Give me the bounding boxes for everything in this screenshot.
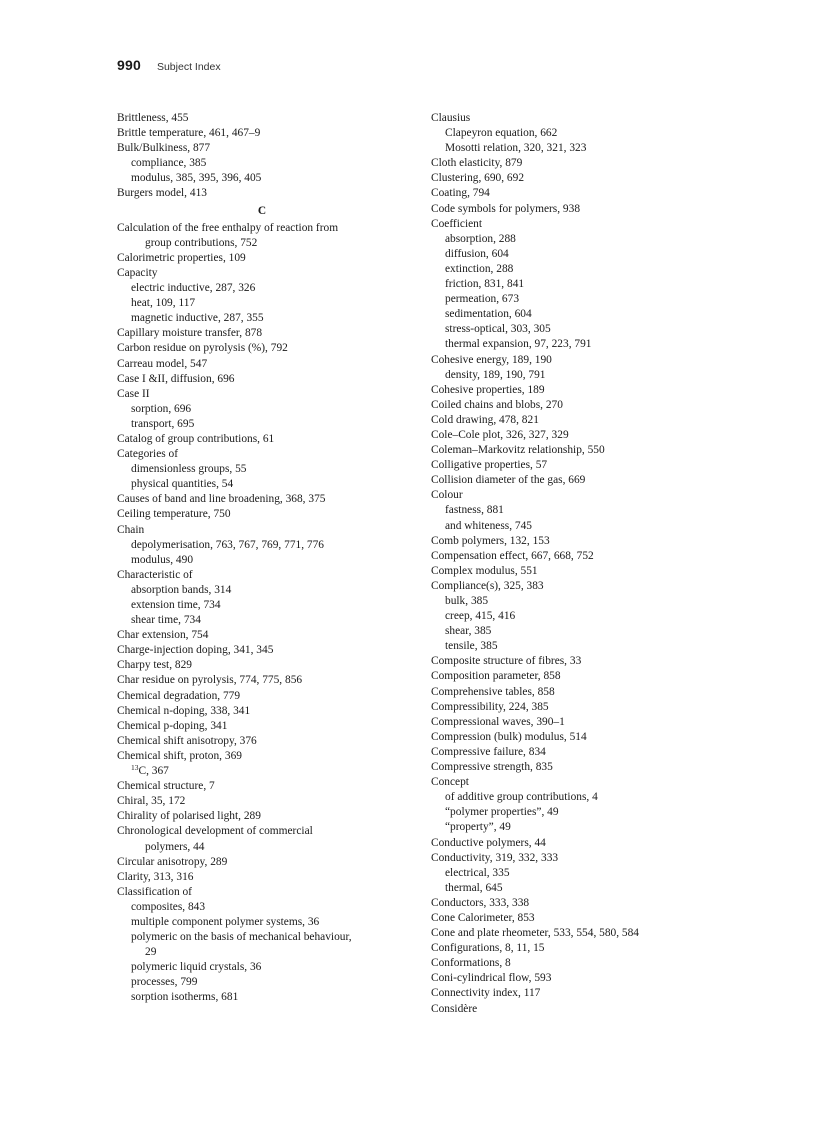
index-entry: Collision diameter of the gas, 669	[431, 474, 586, 487]
index-entry: Coni-cylindrical flow, 593	[431, 972, 552, 985]
index-entry: Burgers model, 413	[117, 187, 207, 200]
index-entry: Considère	[431, 1002, 478, 1015]
index-subentry: shear, 385	[445, 625, 492, 638]
index-subentry: compliance, 385	[131, 157, 207, 170]
index-entry: Colligative properties, 57	[431, 459, 548, 472]
index-entry: Coefficient	[431, 217, 483, 230]
index-entry: Compressive strength, 835	[431, 761, 553, 774]
index-entry: Chirality of polarised light, 289	[117, 810, 261, 823]
index-entry: Categories of	[117, 448, 179, 461]
index-subentry: stress-optical, 303, 305	[445, 323, 551, 336]
index-subentry: multiple component polymer systems, 36	[131, 915, 320, 928]
index-subentry: thermal, 645	[445, 881, 503, 894]
index-entry: Coleman–Markovitz relationship, 550	[431, 444, 605, 457]
index-subentry: absorption bands, 314	[131, 583, 232, 596]
index-entry: Compression (bulk) modulus, 514	[431, 730, 587, 743]
index-entry: Chronological development of commercial	[117, 825, 313, 838]
index-entry: Chemical degradation, 779	[117, 689, 241, 702]
index-subentry: magnetic inductive, 287, 355	[131, 312, 264, 325]
index-subentry: electrical, 335	[445, 866, 510, 879]
running-head	[117, 57, 221, 73]
index-subentry: absorption, 288	[445, 232, 516, 245]
index-entry: Configurations, 8, 11, 15	[431, 942, 545, 955]
index-subentry: creep, 415, 416	[445, 610, 516, 623]
index-entry: Compliance(s), 325, 383	[431, 579, 544, 592]
superscript: 13	[131, 763, 139, 773]
index-entry: Chemical shift, proton, 369	[117, 749, 242, 762]
index-entry: Conductivity, 319, 332, 333	[431, 851, 559, 864]
index-entry: Compressive failure, 834	[431, 745, 546, 758]
index-entry: Compensation effect, 667, 668, 752	[431, 549, 594, 562]
index-entry: Case I &II, diffusion, 696	[117, 372, 235, 385]
index-subentry: Mosotti relation, 320, 321, 323	[445, 142, 587, 155]
index-entry: Brittle temperature, 461, 467–9	[117, 127, 261, 140]
index-entry: Clarity, 313, 316	[117, 870, 194, 883]
index-entry: Carreau model, 547	[117, 357, 208, 370]
index-entry: Chiral, 35, 172	[117, 795, 186, 808]
index-subentry: polymeric on the basis of mechanical behaviour,	[131, 931, 352, 944]
index-subentry: friction, 831, 841	[445, 278, 525, 291]
index-entry: Colour	[431, 489, 463, 502]
index-subentry: heat, 109, 117	[131, 297, 196, 310]
index-entry-continuation: group contributions, 752	[145, 236, 258, 249]
index-subentry: composites, 843	[131, 900, 206, 913]
index-entry: Conformations, 8	[431, 957, 511, 970]
index-entry: Charge-injection doping, 341, 345	[117, 644, 274, 657]
index-subentry: depolymerisation, 763, 767, 769, 771, 776	[131, 538, 324, 551]
index-entry: Chemical p-doping, 341	[117, 719, 228, 732]
index-entry: Coating, 794	[431, 187, 490, 200]
index-subentry: thermal expansion, 97, 223, 791	[445, 338, 592, 351]
index-subentry	[117, 764, 407, 779]
section-title: Subject Index	[156, 61, 221, 73]
index-subentry: diffusion, 604	[445, 247, 509, 260]
index-entry: Cole–Cole plot, 326, 327, 329	[431, 428, 569, 441]
index-subentry: shear time, 734	[131, 614, 201, 627]
index-subentry: electric inductive, 287, 326	[131, 282, 256, 295]
index-subentry: extinction, 288	[445, 262, 514, 275]
index-entry: Calculation of the free enthalpy of reaction from	[117, 221, 339, 234]
index-subentry: transport, 695	[131, 417, 195, 430]
index-subentry: “property”, 49	[445, 821, 511, 834]
index-entry: Clausius	[431, 112, 471, 124]
index-entry: Capillary moisture transfer, 878	[117, 327, 263, 340]
index-entry: Cloth elasticity, 879	[431, 157, 523, 170]
index-subentry: modulus, 490	[131, 553, 194, 566]
index-subentry: “polymer properties”, 49	[445, 806, 559, 819]
index-entry: Calorimetric properties, 109	[117, 251, 246, 264]
index-subentry: sedimentation, 604	[445, 308, 532, 321]
index-entry: Characteristic of	[117, 568, 193, 581]
index-column-right	[431, 111, 721, 1017]
index-entry: Brittleness, 455	[117, 112, 189, 124]
index-entry: Carbon residue on pyrolysis (%), 792	[117, 342, 288, 355]
index-entry: Connectivity index, 117	[431, 987, 541, 1000]
index-subentry: density, 189, 190, 791	[445, 368, 546, 381]
index-entry: Concept	[431, 776, 469, 789]
index-subentry: modulus, 385, 395, 396, 405	[131, 172, 262, 185]
index-entry: Compressional waves, 390–1	[431, 715, 565, 728]
index-entry: Capacity	[117, 266, 158, 279]
index-entry: Comb polymers, 132, 153	[431, 534, 550, 547]
index-entry: Catalog of group contributions, 61	[117, 432, 275, 445]
index-entry: Clustering, 690, 692	[431, 172, 525, 185]
index-entry: Code symbols for polymers, 938	[431, 202, 581, 215]
index-entry: Classification of	[117, 885, 192, 898]
index-subentry: sorption, 696	[131, 402, 192, 415]
index-subentry: dimensionless groups, 55	[131, 463, 247, 476]
index-entry: Comprehensive tables, 858	[431, 685, 555, 698]
index-entry-continuation: 29	[145, 946, 157, 959]
index-subentry: of additive group contributions, 4	[445, 791, 598, 804]
index-entry: Complex modulus, 551	[431, 564, 538, 577]
index-entry-continuation: polymers, 44	[145, 840, 205, 853]
index-column-left	[117, 111, 407, 1006]
index-subentry: polymeric liquid crystals, 36	[131, 961, 262, 974]
index-entry: Case II	[117, 387, 150, 400]
index-entry: Compressibility, 224, 385	[431, 700, 549, 713]
index-subentry: fastness, 881	[445, 504, 504, 517]
index-entry: Cone Calorimeter, 853	[431, 911, 535, 924]
index-subentry: physical quantities, 54	[131, 478, 234, 491]
index-entry: Chemical n-doping, 338, 341	[117, 704, 251, 717]
index-subentry: bulk, 385	[445, 595, 489, 607]
index-entry: Char residue on pyrolysis, 774, 775, 856	[117, 674, 303, 687]
index-entry: Chemical shift anisotropy, 376	[117, 734, 257, 747]
index-entry: Conductors, 333, 338	[431, 896, 530, 909]
index-subentry: extension time, 734	[131, 599, 221, 611]
index-entry: Composition parameter, 858	[431, 670, 561, 683]
index-entry: Causes of band and line broadening, 368, 375	[117, 493, 326, 506]
index-entry: Circular anisotropy, 289	[117, 855, 228, 868]
index-entry: Cohesive energy, 189, 190	[431, 353, 552, 366]
index-subentry: Clapeyron equation, 662	[445, 127, 558, 140]
index-entry: Coiled chains and blobs, 270	[431, 398, 563, 411]
index-entry: Composite structure of fibres, 33	[431, 655, 582, 668]
index-entry: Chemical structure, 7	[117, 780, 215, 793]
page-number: 990	[117, 57, 141, 73]
index-letter-heading: C	[257, 204, 267, 217]
index-entry: Bulk/Bulkiness, 877	[117, 142, 211, 155]
index-entry: Cone and plate rheometer, 533, 554, 580, 584	[431, 927, 640, 940]
index-subentry: tensile, 385	[445, 640, 498, 653]
index-entry: Char extension, 754	[117, 629, 209, 642]
index-subentry: permeation, 673	[445, 293, 520, 306]
index-subentry: processes, 799	[131, 976, 198, 989]
index-entry: Charpy test, 829	[117, 659, 192, 672]
index-subentry: sorption isotherms, 681	[131, 991, 239, 1004]
index-entry: Cohesive properties, 189	[431, 383, 545, 396]
index-entry: Cold drawing, 478, 821	[431, 413, 539, 426]
index-entry: Conductive polymers, 44	[431, 836, 546, 849]
index-entry: Chain	[117, 523, 145, 536]
index-subentry-text: C, 367	[138, 765, 169, 778]
index-entry: Ceiling temperature, 750	[117, 508, 231, 521]
index-subentry: and whiteness, 745	[445, 519, 532, 532]
